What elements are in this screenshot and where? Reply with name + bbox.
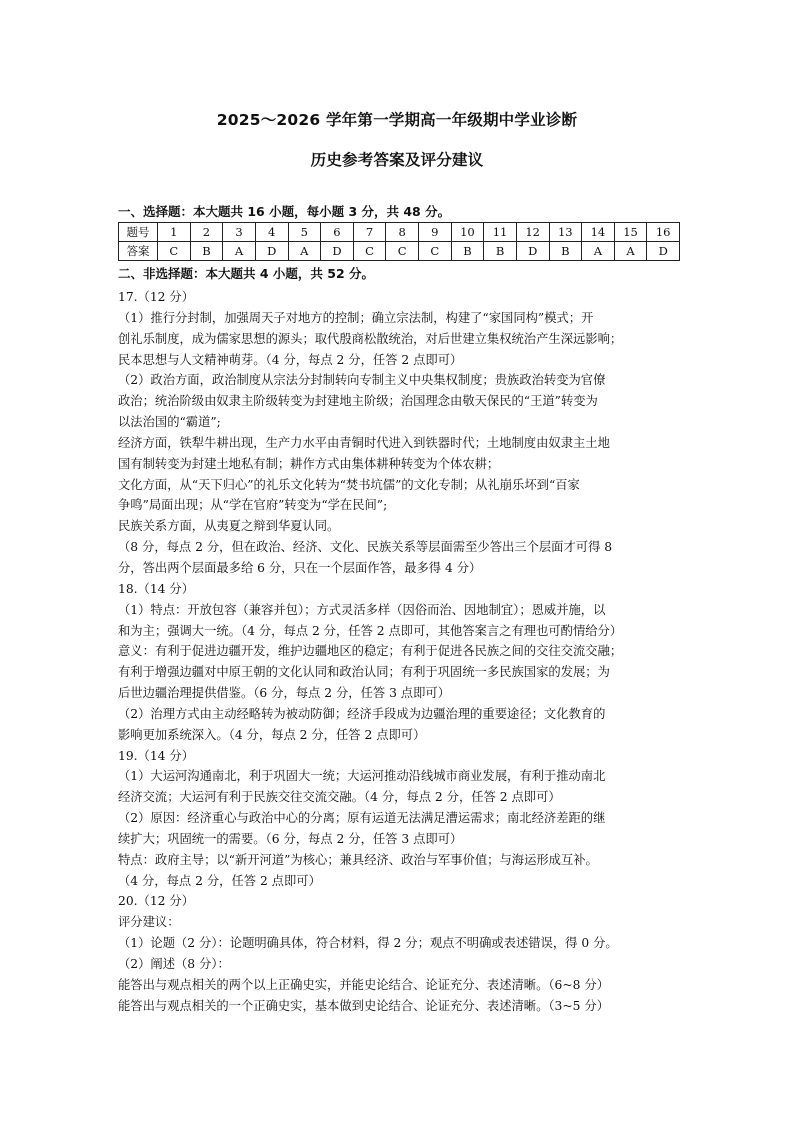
text-line: 18.（14 分） <box>118 581 195 596</box>
text-line: （1）推行分封制，加强周天子对地方的控制；确立宗法制，构建了“家国同构”模式；开 <box>118 310 594 325</box>
question-number: 6 <box>321 223 354 242</box>
text-line: 特点：政府主导；以“新开河道”为核心；兼具经济、政治与军事价值；与海运形成互补。 <box>118 852 598 867</box>
text-line: 意义：有利于促进边疆开发，维护边疆地区的稳定；有利于促进各民族之间的交往交流交融； <box>118 644 623 659</box>
answer-row <box>119 242 680 261</box>
text-line: 争鸣”局面出现；从“学在官府”转变为“学在民间”; <box>118 498 388 513</box>
question-number: 2 <box>190 223 223 242</box>
question-number: 8 <box>386 223 419 242</box>
text-line: 和为主；强调大一统。（4 分，每点 2 分，任答 2 点即可，其他答案言之有理也可酌情给分） <box>118 623 623 638</box>
text-line: 19.（14 分） <box>118 748 195 763</box>
text-line: 有利于增强边疆对中原王朝的文化认同和政治认同；有利于巩固统一多民族国家的发展；为 <box>118 665 610 680</box>
text-line: 17.（12 分） <box>118 290 195 304</box>
row-label-number: 题号 <box>119 223 158 242</box>
text-line: 创礼乐制度，成为儒家思想的源头；取代殷商松散统治，对后世建立集权统治产生深远影响； <box>118 331 623 346</box>
text-line: 经济交流；大运河有利于民族交往交流交融。（4 分，每点 2 分，任答 2 点即可） <box>118 790 561 805</box>
answer-cell: C <box>386 242 419 261</box>
text-line: 分，答出两个层面最多给 6 分，只在一个层面作答，最多得 4 分） <box>118 560 482 575</box>
text-line: 后世边疆治理提供借鉴。（6 分，每点 2 分，任答 3 点即可） <box>118 686 450 701</box>
section-heading-choice: 一、选择题：本大题共 16 小题，每小题 3 分，共 48 分。 <box>118 204 451 219</box>
text-line: （1）论题（2 分）：论题明确具体，符合材料，得 2 分；观点不明确或表述错误，得 0 分。 <box>118 936 618 951</box>
question-number: 4 <box>255 223 288 242</box>
answer-cell: A <box>288 242 321 261</box>
question-number-row <box>119 223 680 242</box>
text-line: 民族关系方面，从夷夏之辩到华夏认同。 <box>118 519 340 534</box>
section-heading-essay: 二、非选择题：本大题共 4 小题，共 52 分。 <box>118 266 375 281</box>
essay-answers-body <box>118 287 680 1017</box>
text-line: （8 分，每点 2 分，但在政治、经济、文化、民族关系等层面需至少答出三个层面才可得 8 <box>118 540 613 555</box>
text-line: （1）特点：开放包容（兼容并包）；方式灵活多样（因俗而治、因地制宜）；恩威并施，以 <box>118 602 606 617</box>
text-line: （2）原因：经济重心与政治中心的分离；原有运道无法满足漕运需求；南北经济差距的继 <box>118 811 606 826</box>
text-line: 民本思想与人文精神萌芽。（4 分，每点 2 分，任答 2 点即可） <box>118 352 463 367</box>
text-line: （2）治理方式由主动经略转为被动防御；经济手段成为边疆治理的重要途径；文化教育的 <box>118 706 606 721</box>
text-line: （2）阐述（8 分）： <box>118 957 230 971</box>
answer-cell: A <box>223 242 256 261</box>
answer-cell: C <box>353 242 386 261</box>
answer-cell: B <box>451 242 484 261</box>
document-title: 2025～2026 学年第一学期高一年级期中学业诊断 <box>216 111 578 129</box>
question-number: 5 <box>288 223 321 242</box>
text-line: 20.（12 分） <box>118 894 195 909</box>
question-number: 12 <box>516 223 549 242</box>
answer-table <box>118 222 680 261</box>
text-line: 能答出与观点相关的两个以上正确史实，并能史论结合、论证充分、表述清晰。（6~8 分） <box>118 977 609 992</box>
question-number: 9 <box>419 223 452 242</box>
question-number: 13 <box>549 223 582 242</box>
row-label-answer: 答案 <box>119 242 158 261</box>
answer-cell: D <box>647 242 680 261</box>
answer-cell: B <box>484 242 517 261</box>
answer-cell: B <box>549 242 582 261</box>
text-line: 能答出与观点相关的一个正确史实，基本做到史论结合、论证充分、表述清晰。（3~5 分） <box>118 998 609 1013</box>
answer-cell: C <box>419 242 452 261</box>
text-line: （2）政治方面，政治制度从宗法分封制转向专制主义中央集权制度；贵族政治转变为官僚 <box>118 373 606 388</box>
question-number: 16 <box>647 223 680 242</box>
question-number: 11 <box>484 223 517 242</box>
question-number: 10 <box>451 223 484 242</box>
text-line: 以法治国的“霸道”; <box>118 415 221 430</box>
text-line: 续扩大；巩固统一的需要。（6 分，每点 2 分，任答 3 点即可） <box>118 831 463 846</box>
text-line: （4 分，每点 2 分，任答 2 点即可） <box>118 873 321 888</box>
text-line: 文化方面，从“天下归心”的礼乐文化转为“焚书坑儒”的文化专制；从礼崩乐坏到“百家 <box>118 477 580 492</box>
text-line: 评分建议： <box>118 915 180 930</box>
answer-cell: A <box>614 242 647 261</box>
question-number: 1 <box>158 223 191 242</box>
text-line: 影响更加系统深入。（4 分，每点 2 分，任答 2 点即可） <box>118 727 426 742</box>
answer-cell: D <box>255 242 288 261</box>
question-number: 7 <box>353 223 386 242</box>
document-subtitle: 历史参考答案及评分建议 <box>310 151 484 169</box>
question-number: 3 <box>223 223 256 242</box>
answer-cell: A <box>582 242 615 261</box>
answer-cell: C <box>158 242 191 261</box>
question-number: 15 <box>614 223 647 242</box>
text-line: 政治；统治阶级由奴隶主阶级转变为封建地主阶级；治国理念由敬天保民的“王道”转变为 <box>118 394 598 409</box>
answer-cell: B <box>190 242 223 261</box>
answer-cell: D <box>321 242 354 261</box>
text-line: （1）大运河沟通南北，利于巩固大一统；大运河推动沿线城市商业发展，有利于推动南北 <box>118 769 606 784</box>
text-line: 国有制转变为封建土地私有制；耕作方式由集体耕种转变为个体农耕； <box>118 456 500 471</box>
answer-cell: D <box>516 242 549 261</box>
question-number: 14 <box>582 223 615 242</box>
text-line: 经济方面，铁犁牛耕出现，生产力水平由青铜时代进入到铁器时代；土地制度由奴隶主土地 <box>118 435 610 450</box>
